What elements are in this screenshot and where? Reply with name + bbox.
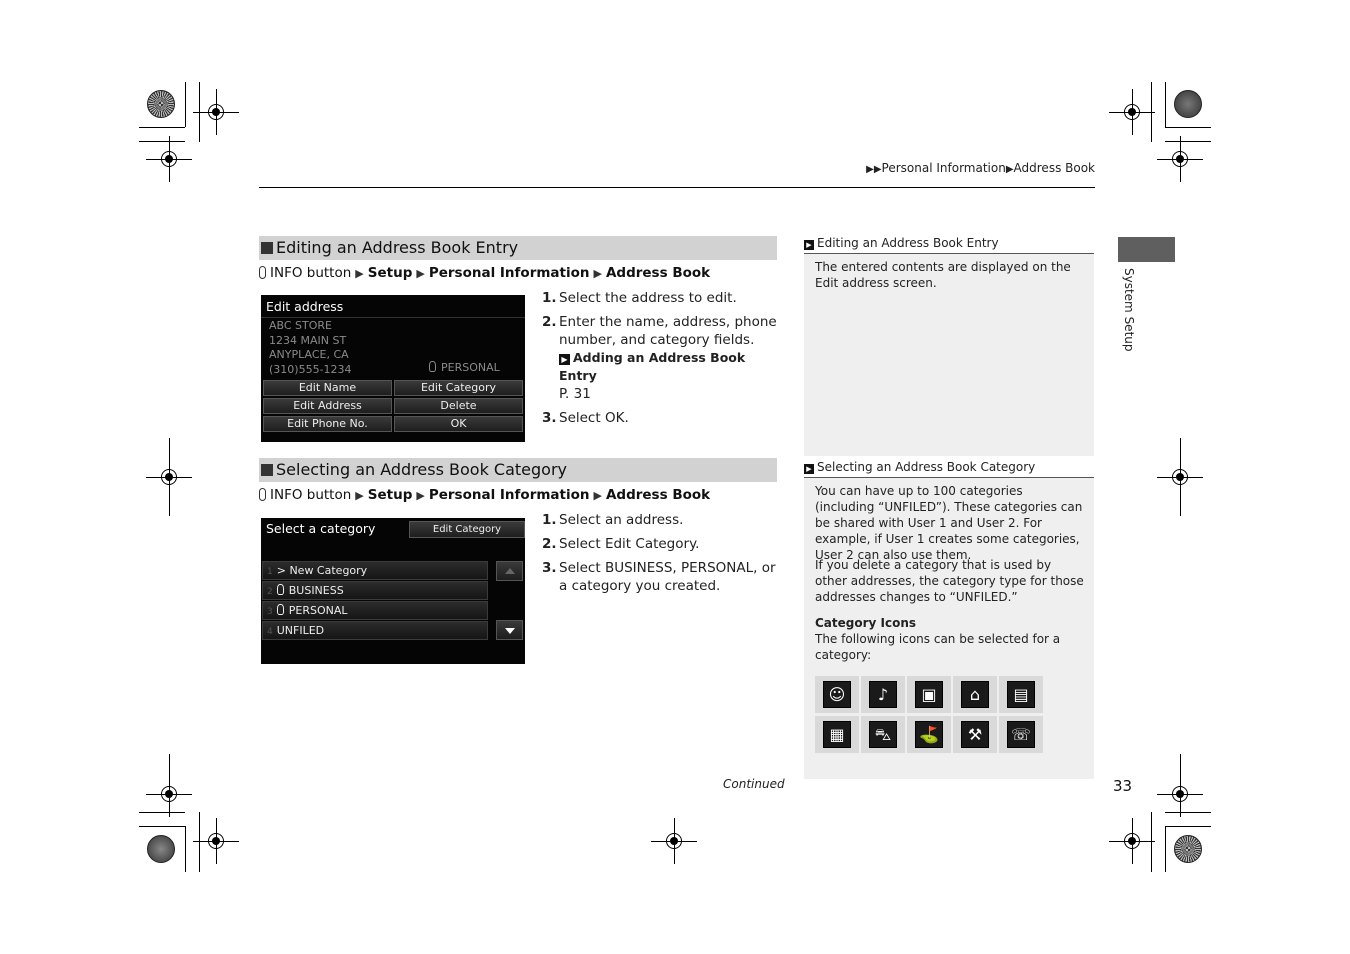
continued-label: Continued bbox=[723, 777, 785, 791]
edit-category-button[interactable]: Edit Category bbox=[409, 521, 525, 538]
step-number: 1. bbox=[542, 290, 557, 306]
ok-button[interactable]: OK bbox=[394, 416, 523, 432]
step-emphasis: BUSINESS bbox=[604, 560, 673, 576]
step-text: Select bbox=[559, 536, 605, 552]
note-title: Selecting an Address Book Category bbox=[817, 460, 1036, 474]
menu-path bbox=[259, 265, 710, 281]
step bbox=[542, 511, 777, 529]
menu-path bbox=[259, 487, 710, 503]
section-heading bbox=[259, 458, 777, 482]
registration-mark-icon bbox=[193, 89, 239, 135]
talk-icon: ☏ bbox=[1007, 721, 1035, 748]
row-label: PERSONAL bbox=[288, 604, 348, 617]
row-label: UNFILED bbox=[276, 624, 325, 637]
color-target-icon bbox=[1174, 90, 1202, 118]
note-text: If you delete a category that is used by other addresses, the category type for those addresses changes to “UNFILED.” bbox=[815, 558, 1084, 604]
registration-mark-icon bbox=[146, 136, 192, 182]
step-text: Enter the name, address, phone number, and category fields. bbox=[559, 314, 777, 348]
path-item: Personal Information bbox=[428, 487, 590, 503]
note-icon: ▶ bbox=[804, 464, 814, 474]
page-number: 33 bbox=[1113, 777, 1133, 795]
step-text: Select bbox=[559, 410, 605, 426]
address-line: 1234 MAIN ST bbox=[269, 333, 347, 347]
arrow-icon: ▶ bbox=[593, 489, 602, 502]
person-icon bbox=[429, 361, 436, 372]
color-target-icon bbox=[147, 90, 175, 118]
icon-cell bbox=[907, 716, 951, 753]
step-text: , bbox=[672, 560, 682, 576]
category-row[interactable] bbox=[262, 601, 488, 620]
color-target-icon bbox=[1174, 835, 1202, 863]
note-heading bbox=[804, 236, 1094, 254]
address-line: (310)555-1234 bbox=[269, 362, 352, 376]
category-row[interactable] bbox=[262, 581, 488, 600]
icon-cell bbox=[861, 716, 905, 753]
path-item: Setup bbox=[367, 265, 413, 281]
section-heading bbox=[259, 236, 777, 260]
step bbox=[542, 289, 777, 307]
path-item: Address Book bbox=[605, 265, 711, 281]
note-heading bbox=[804, 460, 1094, 478]
step-text: Select the address to edit. bbox=[559, 290, 737, 306]
breadcrumb-arrows-icon: ▶▶ bbox=[866, 164, 882, 175]
scroll-down-button[interactable] bbox=[496, 620, 523, 640]
square-bullet-icon bbox=[261, 464, 273, 476]
registration-mark-icon bbox=[651, 818, 697, 864]
address-line: ABC STORE bbox=[269, 319, 333, 332]
registration-mark-icon bbox=[1157, 771, 1203, 817]
person-icon: ☺ bbox=[823, 681, 851, 708]
icon-cell bbox=[815, 676, 859, 713]
row-number: 4 bbox=[267, 627, 273, 637]
cross-reference-link[interactable]: Adding an Address Book Entry bbox=[559, 350, 746, 383]
screen-title: Select a category bbox=[266, 521, 376, 536]
category-icons-grid bbox=[815, 676, 1043, 754]
step-text: , or a category you created. bbox=[559, 560, 776, 594]
chapter-tab bbox=[1118, 237, 1175, 262]
registration-mark-icon bbox=[146, 771, 192, 817]
person-icon bbox=[277, 604, 284, 615]
section-title: Editing an Address Book Entry bbox=[276, 238, 519, 257]
arrow-icon: ▶ bbox=[593, 267, 602, 280]
person-icon bbox=[277, 584, 284, 595]
step bbox=[542, 409, 777, 427]
path-item: Setup bbox=[367, 487, 413, 503]
step-emphasis: PERSONAL bbox=[681, 560, 754, 576]
book-icon: ▤ bbox=[1007, 681, 1035, 708]
row-number: 2 bbox=[267, 587, 273, 597]
row-label: BUSINESS bbox=[288, 584, 344, 597]
step-number: 2. bbox=[542, 314, 557, 330]
registration-mark-icon bbox=[193, 818, 239, 864]
step-number: 2. bbox=[542, 536, 557, 552]
step-emphasis: Edit Category bbox=[604, 536, 696, 552]
note-text: The following icons can be selected for a category: bbox=[815, 632, 1061, 662]
microphone-icon bbox=[259, 488, 266, 501]
category-value: PERSONAL bbox=[441, 361, 500, 374]
row-number: 1 bbox=[267, 567, 273, 577]
breadcrumb-item[interactable]: Address Book bbox=[1013, 161, 1095, 175]
icon-cell bbox=[953, 716, 997, 753]
store-icon: ▦ bbox=[823, 721, 851, 748]
icon-cell bbox=[907, 676, 951, 713]
registration-mark-icon bbox=[1109, 89, 1155, 135]
delete-button[interactable]: Delete bbox=[394, 398, 523, 414]
path-start: INFO button bbox=[270, 487, 352, 503]
row-label: > New Category bbox=[276, 564, 368, 577]
arrow-icon: ▶ bbox=[355, 267, 364, 280]
step-number: 1. bbox=[542, 512, 557, 528]
step bbox=[542, 535, 777, 553]
scroll-up-button[interactable] bbox=[496, 561, 523, 581]
chevron-up-icon bbox=[505, 568, 515, 574]
home-icon: ⌂ bbox=[961, 681, 989, 708]
tools-icon: ⚒ bbox=[961, 721, 989, 748]
step-text: . bbox=[624, 410, 629, 426]
registration-mark-icon bbox=[1157, 136, 1203, 182]
steps-list bbox=[542, 289, 777, 427]
note-title: Editing an Address Book Entry bbox=[817, 236, 999, 250]
edit-name-button[interactable]: Edit Name bbox=[263, 380, 392, 396]
step-text: Select bbox=[559, 560, 605, 576]
category-row[interactable] bbox=[262, 621, 488, 640]
registration-mark-icon bbox=[1109, 818, 1155, 864]
note-subheading: Category Icons bbox=[815, 616, 917, 630]
icon-cell bbox=[861, 676, 905, 713]
step-number: 3. bbox=[542, 410, 557, 426]
category-row[interactable] bbox=[262, 561, 488, 580]
step-text: Select an address. bbox=[559, 512, 684, 528]
arrow-icon: ▶ bbox=[416, 489, 425, 502]
cross-reference-icon: ▶ bbox=[559, 354, 570, 365]
folder-icon: ▣ bbox=[915, 681, 943, 708]
note-text: The entered contents are displayed on the Edit address screen. bbox=[815, 260, 1071, 290]
path-item: Address Book bbox=[605, 487, 711, 503]
color-target-icon bbox=[147, 835, 175, 863]
edit-phone-button[interactable]: Edit Phone No. bbox=[263, 416, 392, 432]
arrow-icon: ▶ bbox=[355, 489, 364, 502]
icon-cell bbox=[815, 716, 859, 753]
cross-reference-page: P. 31 bbox=[559, 386, 591, 402]
path-item: Personal Information bbox=[428, 265, 590, 281]
address-line: ANYPLACE, CA bbox=[269, 348, 349, 361]
square-bullet-icon bbox=[261, 242, 273, 254]
note-icon: ▶ bbox=[804, 240, 814, 250]
row-number: 3 bbox=[267, 607, 273, 617]
breadcrumb-separator-icon: ▶ bbox=[1005, 164, 1014, 175]
icon-cell bbox=[999, 676, 1043, 713]
edit-category-button[interactable]: Edit Category bbox=[394, 380, 523, 396]
step bbox=[542, 559, 777, 595]
car-icon: ⛍ bbox=[869, 721, 897, 748]
category-label bbox=[429, 361, 500, 374]
path-start: INFO button bbox=[270, 265, 352, 281]
note-text: You can have up to 100 categories (including “UNFILED”). These categories can be shared with User 1 and User 2. For example, if User 1 creates some categories, User 2 can also use them. bbox=[815, 484, 1083, 562]
icon-cell bbox=[953, 676, 997, 713]
chevron-down-icon bbox=[505, 628, 515, 634]
step-number: 3. bbox=[542, 560, 557, 576]
step bbox=[542, 313, 777, 403]
header-rule bbox=[259, 187, 1095, 188]
step-text: . bbox=[695, 536, 700, 552]
screen-title: Edit address bbox=[266, 299, 344, 314]
section-title: Selecting an Address Book Category bbox=[276, 460, 568, 479]
address-text bbox=[269, 319, 352, 377]
arrow-icon: ▶ bbox=[416, 267, 425, 280]
edit-address-screen bbox=[261, 295, 525, 442]
breadcrumb bbox=[866, 161, 1095, 175]
step-emphasis: OK bbox=[604, 410, 625, 426]
microphone-icon bbox=[259, 266, 266, 279]
golf-icon: ⛳ bbox=[915, 721, 943, 748]
select-category-screen bbox=[261, 518, 525, 664]
breadcrumb-item[interactable]: Personal Information bbox=[881, 161, 1006, 175]
steps-list bbox=[542, 511, 777, 595]
edit-address-button[interactable]: Edit Address bbox=[263, 398, 392, 414]
chapter-label: System Setup bbox=[1122, 268, 1136, 352]
icon-cell bbox=[999, 716, 1043, 753]
music-note-icon: ♪ bbox=[869, 681, 897, 708]
